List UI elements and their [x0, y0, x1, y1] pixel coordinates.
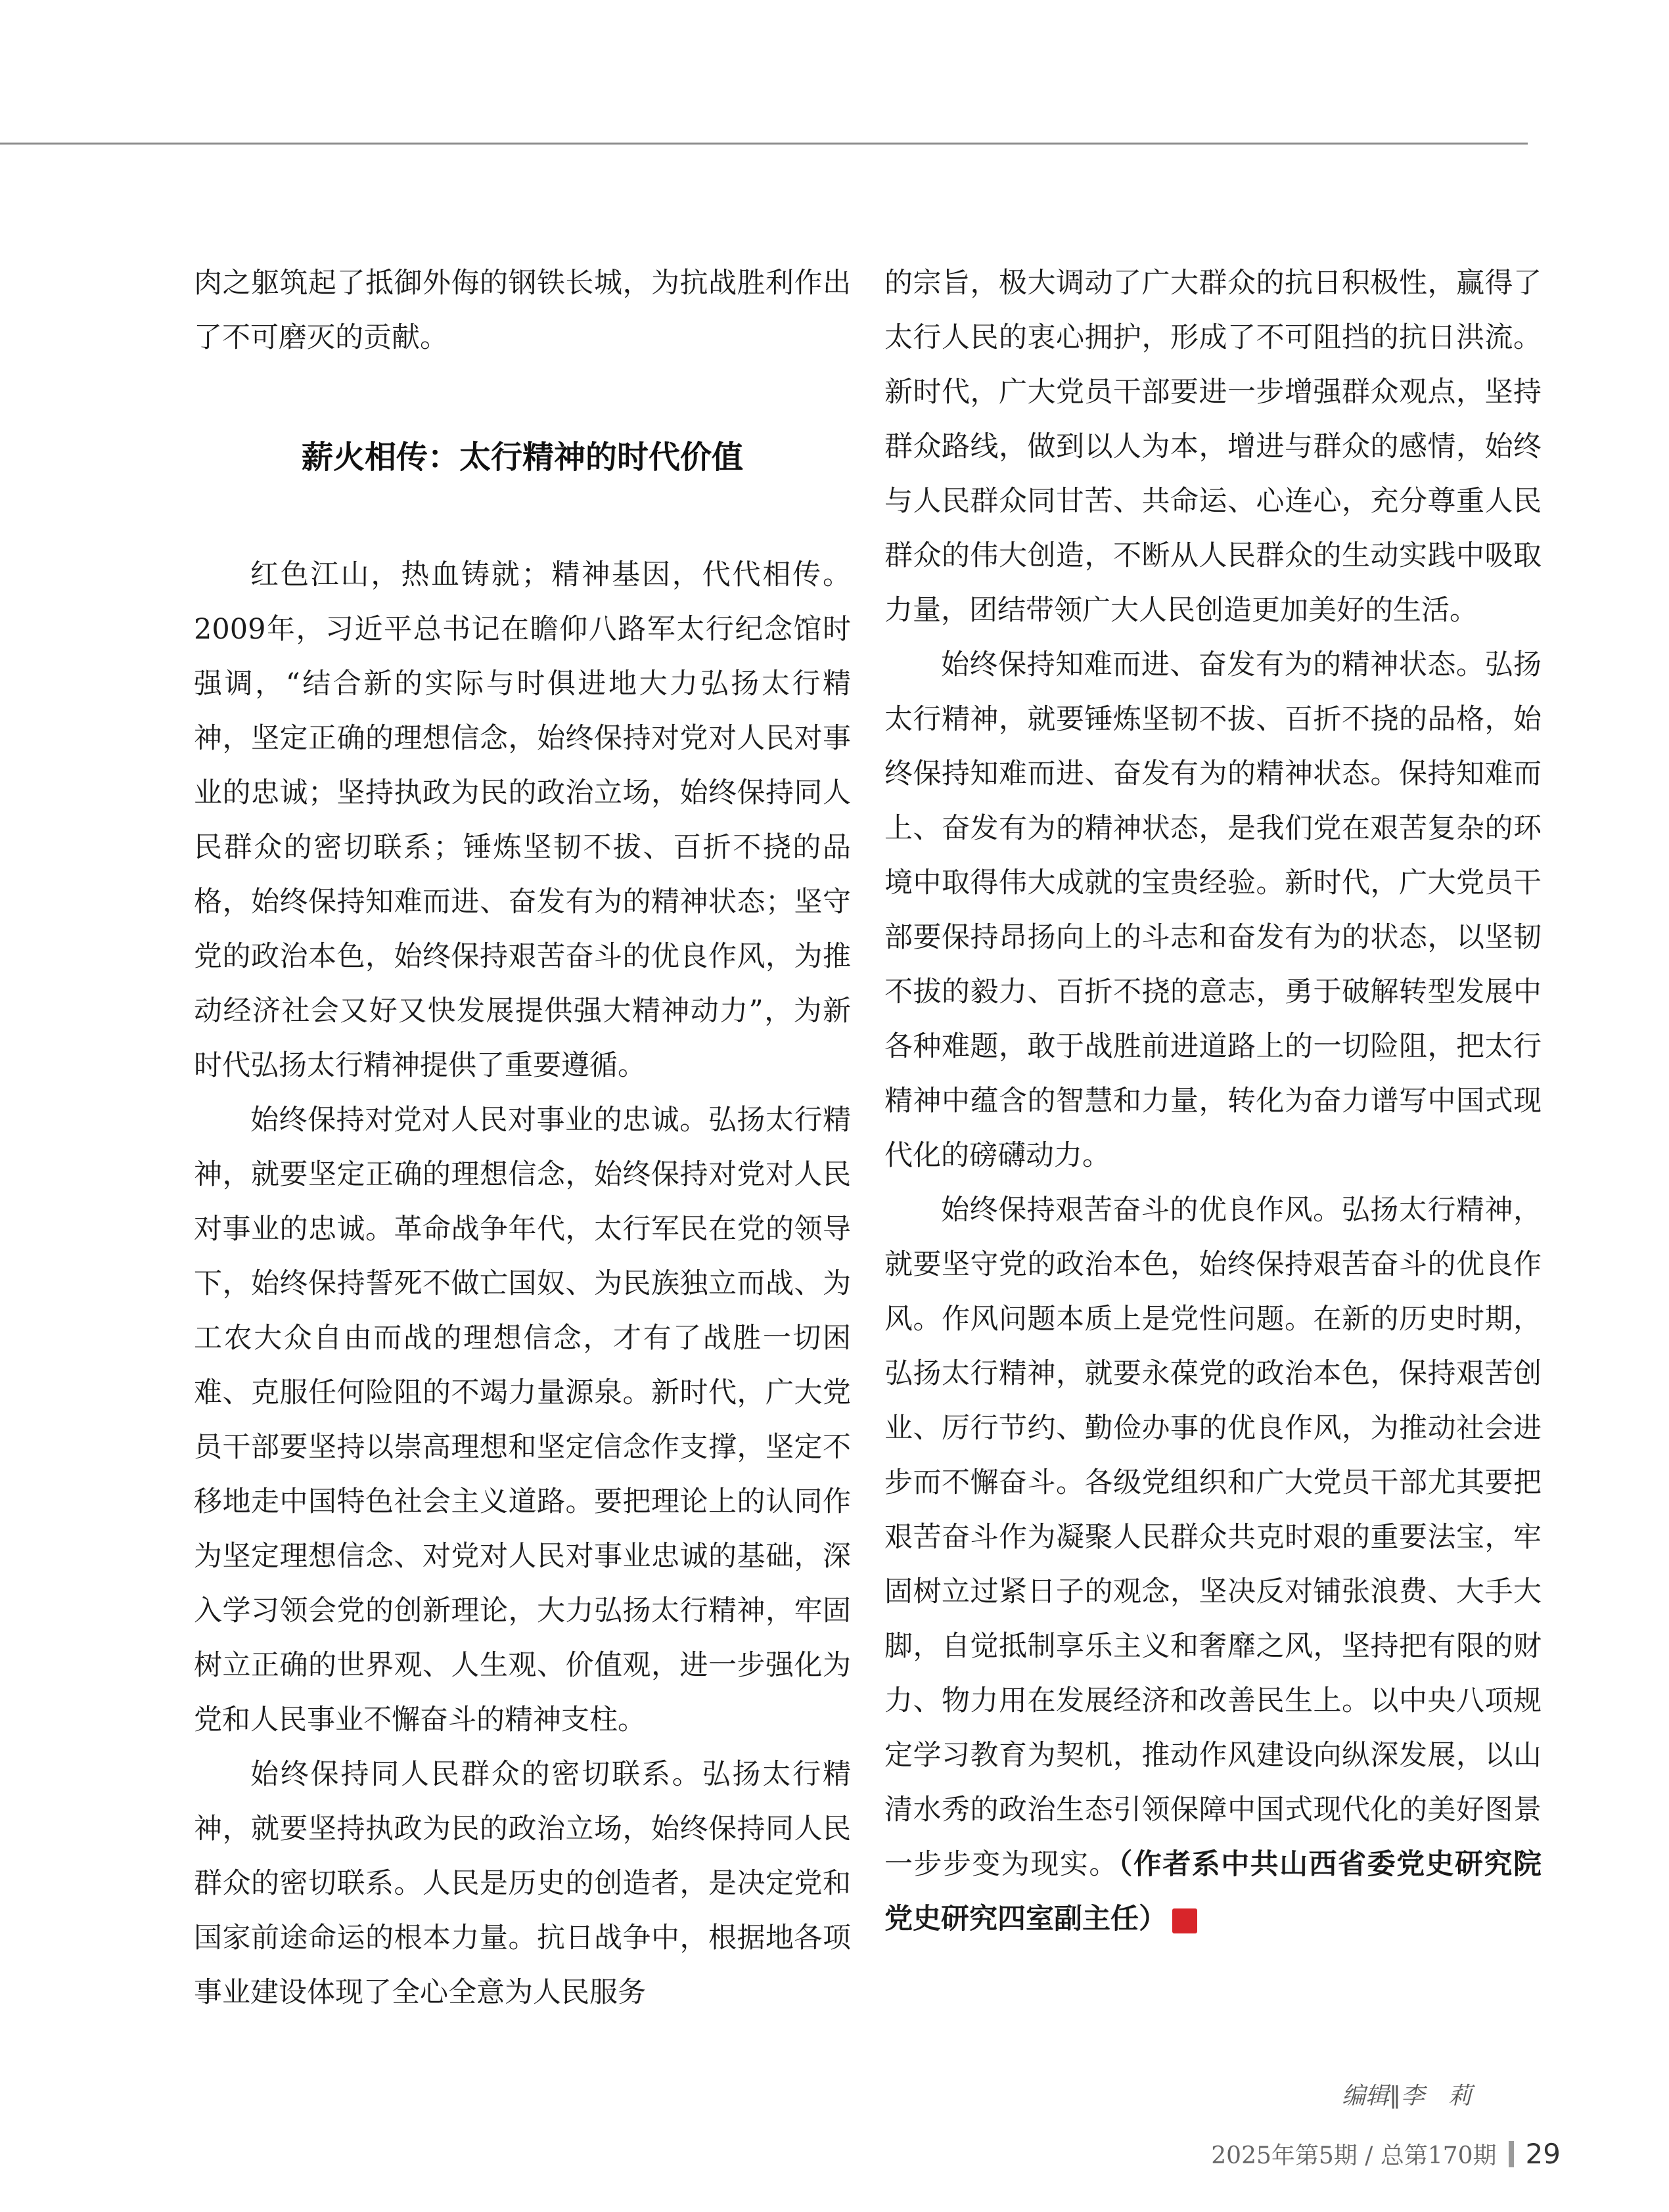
paragraph: 始终保持对党对人民对事业的忠诚。弘扬太行精神，就要坚定正确的理想信念，始终保持对党对人民对事业的忠诚。革命战争年代，太行军民在党的领导下，始终保持誓死不做亡国奴、为民族独立而战、为工农大众自由而战的理想信念，才有了战胜一切困难、克服任何险阻的不竭力量源泉。新时代，广大党员干部要坚持以崇高理想和坚定信念作支撑，坚定不移地走中国特色社会主义道路。要把理论上的认同作为坚定理想信念、对党对人民对事业忠诚的基础，深入学习领会党的创新理论，大力弘扬太行精神，牢固树立正确的世界观、人生观、价值观，进一步强化为党和人民事业不懈奋斗的精神支柱。	[194, 1104, 851, 1736]
left-column	[194, 256, 851, 2020]
footer-divider	[1509, 2141, 1514, 2167]
page-number: 29	[1525, 2138, 1561, 2170]
paragraph: 肉之躯筑起了抵御外侮的钢铁长城，为抗战胜利作出了不可磨灭的贡献。	[194, 267, 851, 354]
right-column	[884, 256, 1542, 1947]
paragraph-final	[884, 1183, 1542, 1947]
section-heading: 薪火相传：太行精神的时代价值	[301, 439, 743, 476]
author-note: （作者系中共山西省委党史研究院党史研究四室副主任）	[884, 1848, 1542, 1935]
page-footer	[1211, 2137, 1561, 2171]
end-mark-icon: G	[1172, 1908, 1197, 1933]
paragraph: 始终保持同人民群众的密切联系。弘扬太行精神，就要坚持执政为民的政治立场，始终保持同人民群众的密切联系。人民是历史的创造者，是决定党和国家前途命运的根本力量。抗日战争中，根据地各项事业建设体现了全心全意为人民服务	[194, 1758, 851, 2009]
editor-credit: 编辑∥李 莉	[1341, 2083, 1472, 2110]
paragraph: 始终保持知难而进、奋发有为的精神状态。弘扬太行精神，就要锤炼坚韧不拔、百折不挠的品格，始终保持知难而进、奋发有为的精神状态。保持知难而上、奋发有为的精神状态，是我们党在艰苦复杂的环境中取得伟大成就的宝贵经验。新时代，广大党员干部要保持昂扬向上的斗志和奋发有为的状态，以坚韧不拔的毅力、百折不挠的意志，勇于破解转型发展中各种难题，敢于战胜前进道路上的一切险阻，把太行精神中蕴含的智慧和力量，转化为奋力谱写中国式现代化的磅礴动力。	[884, 648, 1542, 1172]
paragraph: 红色江山，热血铸就；精神基因，代代相传。2009年，习近平总书记在瞻仰八路军太行纪念馆时强调，“结合新的实际与时俱进地大力弘扬太行精神，坚定正确的理想信念，始终保持对党对人民对事业的忠诚；坚持执政为民的政治立场，始终保持同人民群众的密切联系；锤炼坚韧不拔、百折不挠的品格，始终保持知难而进、奋发有为的精神状态；坚守党的政治本色，始终保持艰苦奋斗的优良作风，为推动经济社会又好又快发展提供强大精神动力”，为新时代弘扬太行精神提供了重要遵循。	[194, 558, 851, 1082]
paragraph-text: 始终保持艰苦奋斗的优良作风。弘扬太行精神，就要坚守党的政治本色，始终保持艰苦奋斗的优良作风。作风问题本质上是党性问题。在新的历史时期，弘扬太行精神，就要永葆党的政治本色，保持艰苦创业、厉行节约、勤俭办事的优良作风，为推动社会进步而不懈奋斗。各级党组织和广大党员干部尤其要把艰苦奋斗作为凝聚人民群众共克时艰的重要法宝，牢固树立过紧日子的观念，坚决反对铺张浪费、大手大脚，自觉抵制享乐主义和奢靡之风，坚持把有限的财力、物力用在发展经济和改善民生上。以中央八项规定学习教育为契机，推动作风建设向纵深发展，以山清水秀的政治生态引领保障中国式现代化的美好图景一步步变为现实。	[884, 1194, 1542, 1881]
paragraph: 的宗旨，极大调动了广大群众的抗日积极性，赢得了太行人民的衷心拥护，形成了不可阻挡的抗日洪流。新时代，广大党员干部要进一步增强群众观点，坚持群众路线，做到以人为本，增进与群众的感情，始终与人民群众同甘苦、共命运、心连心，充分尊重人民群众的伟大创造，不断从人民群众的生动实践中吸取力量，团结带领广大人民创造更加美好的生活。	[884, 267, 1542, 627]
header-rule	[0, 143, 1528, 145]
issue-info: 2025年第5期 / 总第170期	[1211, 2142, 1497, 2169]
